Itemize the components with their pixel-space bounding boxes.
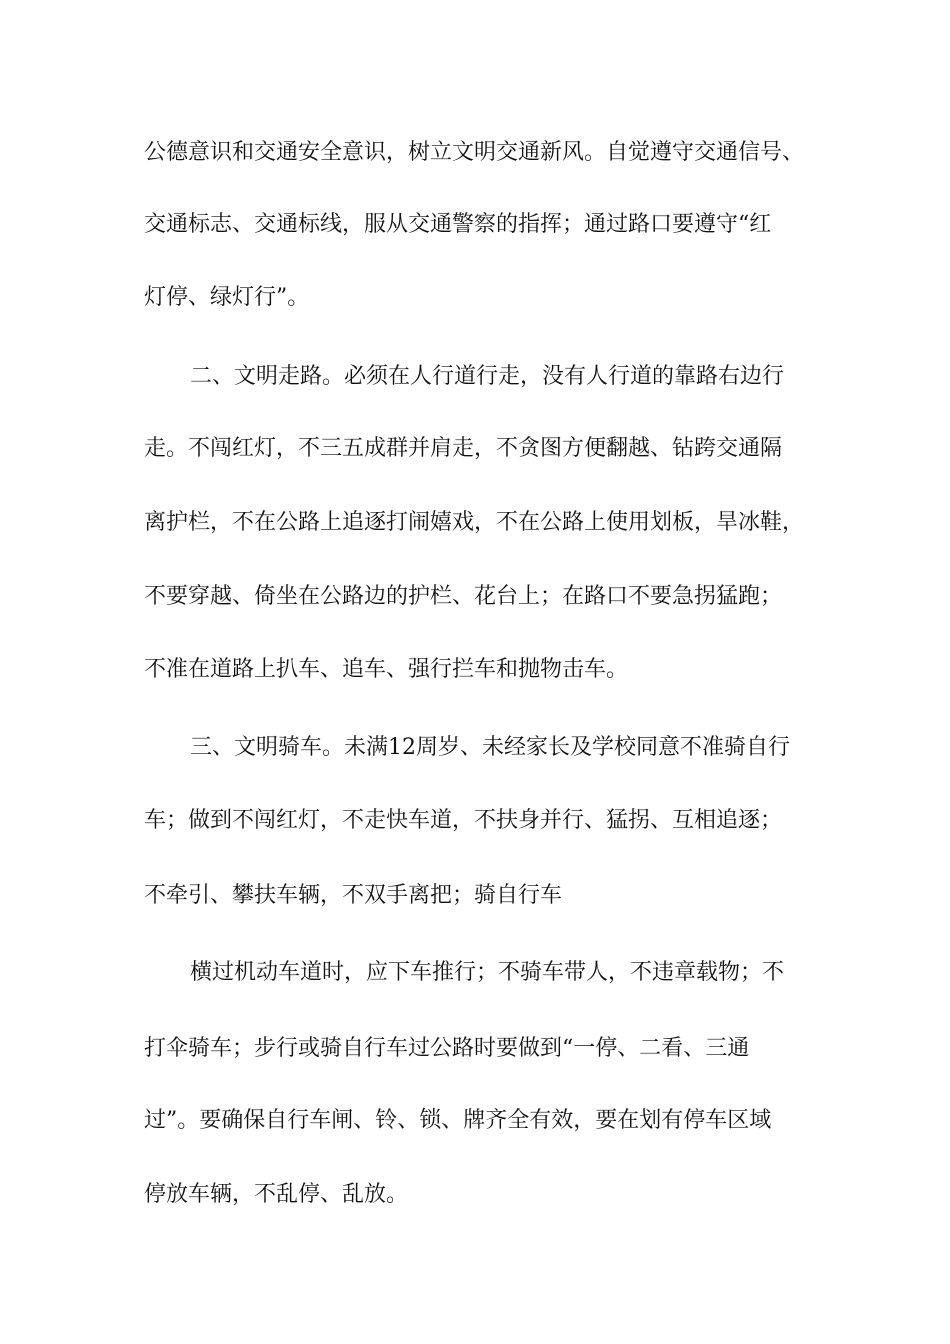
text-line: 停放车辆，不乱停、乱放。 (144, 1182, 409, 1207)
text-line: 不牵引、攀扶车辆，不双手离把；骑自行车 (144, 883, 563, 908)
text-line: 交通标志、交通标线，服从交通警察的指挥；通过路口要遵守“红 (144, 212, 772, 237)
text-line: 不要穿越、倚坐在公路边的护栏、花台上；在路口不要急拐猛跑； (144, 584, 783, 609)
text-line: 灯停、绿灯行”。 (144, 285, 310, 310)
text-line: 不准在道路上扒车、追车、强行拦车和抛物击车。 (144, 657, 629, 682)
text-line: 走。不闯红灯，不三五成群并肩走，不贪图方便翻越、钻跨交通隔 (144, 436, 783, 461)
text-line: 离护栏，不在公路上追逐打闹嬉戏，不在公路上使用划板，旱冰鞋， (144, 510, 805, 535)
text-line: 打伞骑车；步行或骑自行车过公路时要做到“一停、二看、三通 (144, 1036, 750, 1061)
paragraph-start-line: 横过机动车道时，应下车推行；不骑车带人，不违章载物；不 (190, 960, 785, 985)
text-line: 车；做到不闯红灯，不走快车道，不扶身并行、猛拐、互相追逐； (144, 808, 783, 833)
text-line: 公德意识和交通安全意识，树立文明交通新风。自觉遵守交通信号、 (144, 140, 805, 165)
paragraph-start-line: 三、文明骑车。未满12周岁、未经家长及学校同意不准骑自行 (190, 735, 790, 760)
text-line: 过”。要确保自行车闸、铃、锁、牌齐全有效，要在划有停车区域 (144, 1108, 772, 1133)
paragraph-start-line: 二、文明走路。必须在人行道行走，没有人行道的靠路右边行 (190, 364, 785, 389)
